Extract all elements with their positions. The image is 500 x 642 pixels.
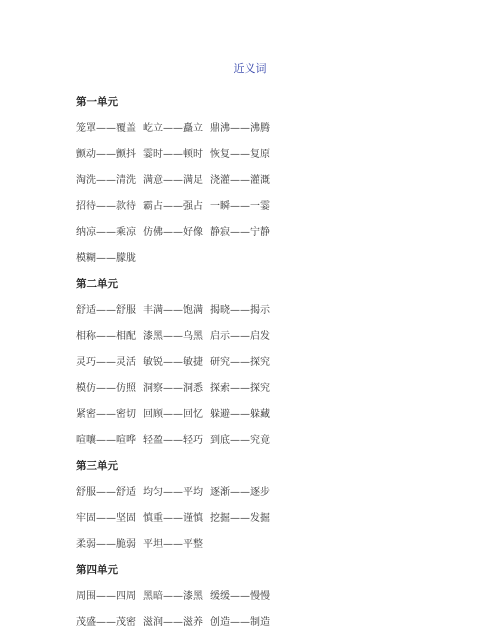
word-pair: 模仿——仿照 xyxy=(76,383,136,394)
word-pair: 挖掘——发掘 xyxy=(210,513,270,524)
word-pair: 回顾——回忆 xyxy=(143,409,203,420)
word-pair-line xyxy=(76,382,476,408)
word-pair: 逐渐——逐步 xyxy=(210,487,270,498)
word-pair: 滋润——滋养 xyxy=(143,617,203,628)
section-unit-1 xyxy=(76,96,476,278)
word-pair: 屹立——矗立 xyxy=(143,123,203,134)
word-pair: 舒服——舒适 xyxy=(76,487,136,498)
word-pair-line xyxy=(76,356,476,382)
word-pair: 满意——满足 xyxy=(143,175,203,186)
word-pair: 紧密——密切 xyxy=(76,409,136,420)
word-pair: 柔弱——脆弱 xyxy=(76,539,136,550)
word-pair: 笼罩——覆盖 xyxy=(76,123,136,134)
word-pair: 霸占——强占 xyxy=(143,201,203,212)
word-pair: 浇灌——灌溉 xyxy=(210,175,270,186)
word-pair-line xyxy=(76,330,476,356)
word-pair: 茂盛——茂密 xyxy=(76,617,136,628)
word-pair: 探索——探究 xyxy=(210,383,270,394)
word-pair: 颤动——颤抖 xyxy=(76,149,136,160)
word-pair: 躲避——躲藏 xyxy=(210,409,270,420)
word-pair: 仿佛——好像 xyxy=(143,227,203,238)
section-heading: 第三单元 xyxy=(76,460,118,472)
word-pair-line xyxy=(76,590,476,616)
word-pair: 舒适——舒服 xyxy=(76,305,136,316)
word-pair: 慎重——谨慎 xyxy=(143,513,203,524)
word-pair: 一瞬——一霎 xyxy=(210,201,270,212)
word-pair: 周围——四周 xyxy=(76,591,136,602)
word-pair: 揭晓——揭示 xyxy=(210,305,270,316)
word-pair: 启示——启发 xyxy=(210,331,270,342)
word-pair: 霎时——顿时 xyxy=(143,149,203,160)
word-pair-line xyxy=(76,226,476,252)
word-pair: 恢复——复原 xyxy=(210,149,270,160)
word-pair-line xyxy=(76,538,476,564)
word-pair: 到底——究竟 xyxy=(210,435,270,446)
word-pair: 静寂——宁静 xyxy=(210,227,270,238)
document-body xyxy=(76,96,476,642)
word-pair: 招待——款待 xyxy=(76,201,136,212)
word-pair: 漆黑——乌黑 xyxy=(143,331,203,342)
word-pair-line xyxy=(76,148,476,174)
word-pair: 相称——相配 xyxy=(76,331,136,342)
section-heading: 第二单元 xyxy=(76,278,118,290)
word-pair-line xyxy=(76,200,476,226)
section-unit-3 xyxy=(76,460,476,564)
word-pair-line xyxy=(76,512,476,538)
word-pair: 淘洗——清洗 xyxy=(76,175,136,186)
word-pair: 丰满——饱满 xyxy=(143,305,203,316)
word-pair: 创造——制造 xyxy=(210,617,270,628)
word-pair-line xyxy=(76,434,476,460)
word-pair-line xyxy=(76,122,476,148)
word-pair-line xyxy=(76,174,476,200)
word-pair: 灵巧——灵活 xyxy=(76,357,136,368)
document-title: 近义词 xyxy=(233,62,267,75)
section-heading: 第四单元 xyxy=(76,564,118,576)
word-pair-line xyxy=(76,408,476,434)
word-pair: 缓缓——慢慢 xyxy=(210,591,270,602)
word-pair: 纳凉——乘凉 xyxy=(76,227,136,238)
word-pair: 洞察——洞悉 xyxy=(143,383,203,394)
word-pair: 喧嚷——喧哗 xyxy=(76,435,136,446)
word-pair-line xyxy=(76,252,476,278)
word-pair: 牢固——坚固 xyxy=(76,513,136,524)
word-pair-line xyxy=(76,616,476,642)
word-pair: 平坦——平整 xyxy=(143,539,203,550)
section-unit-4 xyxy=(76,564,476,642)
word-pair: 研究——探究 xyxy=(210,357,270,368)
word-pair-line xyxy=(76,486,476,512)
section-heading: 第一单元 xyxy=(76,96,118,108)
section-unit-2 xyxy=(76,278,476,460)
word-pair: 模糊——朦胧 xyxy=(76,253,136,264)
word-pair: 黑暗——漆黑 xyxy=(143,591,203,602)
word-pair: 敏锐——敏捷 xyxy=(143,357,203,368)
word-pair: 均匀——平均 xyxy=(143,487,203,498)
word-pair: 鼎沸——沸腾 xyxy=(210,123,270,134)
word-pair: 轻盈——轻巧 xyxy=(143,435,203,446)
word-pair-line xyxy=(76,304,476,330)
